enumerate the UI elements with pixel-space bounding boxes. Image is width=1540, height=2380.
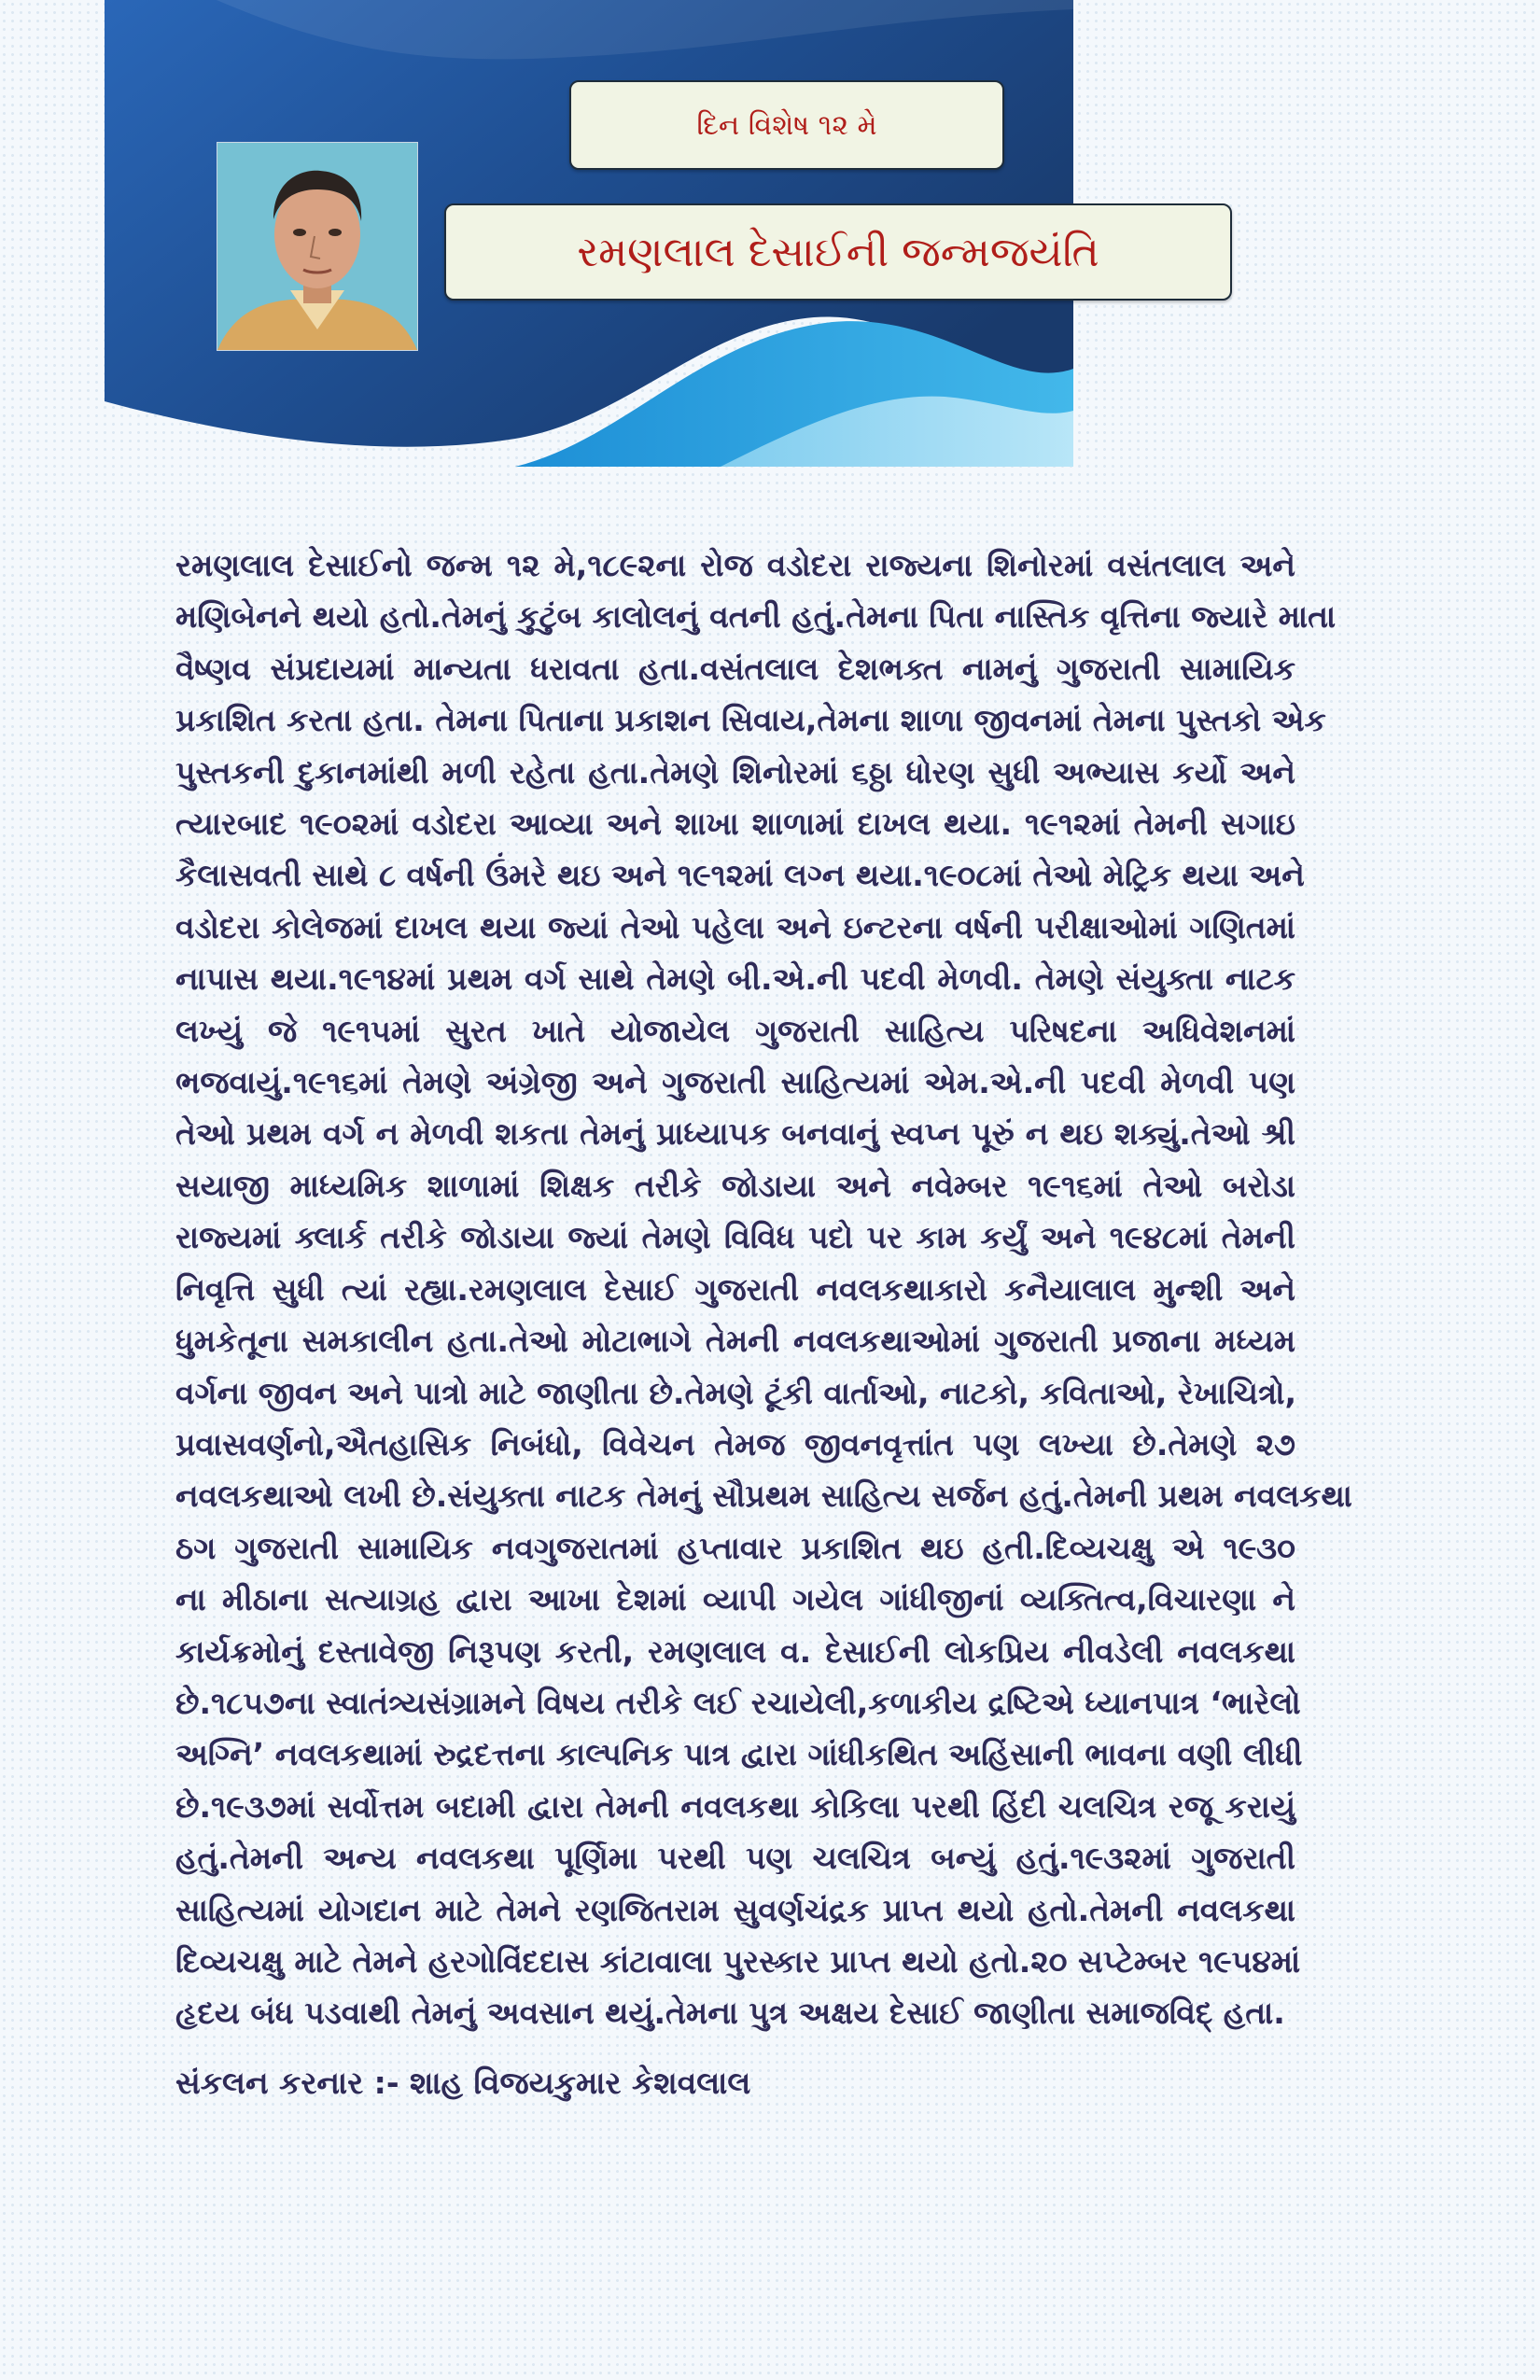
date-banner xyxy=(569,80,1004,170)
article-line: મણિબેનને થયો હતો.તેમનું કુટુંબ કાલોલનું વતની હતું.તેમના પિતા નાસ્તિક વૃત્તિના જ્યારે માતા xyxy=(175,598,1337,636)
date-banner-text: દિન વિશેષ ૧૨ મે xyxy=(696,108,877,142)
article-line: છે.૧૯૩૭માં સર્વોત્તમ બદામી દ્વારા તેમની નવલકથા કોકિલા પરથી હિંદી ચલચિત્ર રજૂ કરાયું xyxy=(175,1787,1295,1825)
article-body xyxy=(175,539,1352,2039)
article-line: ત્યારબાદ ૧૯૦૨માં વડોદરા આવ્યા અને શાખા શાળામાં દાખલ થયા. ૧૯૧૨માં તેમની સગાઇ xyxy=(175,805,1295,843)
portrait-icon xyxy=(217,143,417,350)
article-line: સયાજી માધ્યમિક શાળામાં શિક્ષક તરીકે જોડાયા અને નવેમ્બર ૧૯૧૬માં તેઓ બરોડા xyxy=(175,1167,1295,1204)
compiler-credit: સંકલન કરનાર :- શાહ વિજયકુમાર કેશવલાલ xyxy=(175,2065,751,2101)
article-line: દિવ્યચક્ષુ માટે તેમને હરગોવિંદદાસ કાંટાવાલા પુરસ્કાર પ્રાપ્ત થયો હતો.૨૦ સપ્ટેમ્બર ૧૯૫૪માં xyxy=(175,1942,1301,1980)
article-line: કૈલાસવતી સાથે ૮ વર્ષની ઉંમરે થઇ અને ૧૯૧૨માં લગ્ન થયા.૧૯૦૮માં તેઓ મેટ્રિક થયા અને xyxy=(175,857,1305,894)
article-line: નાપાસ થયા.૧૯૧૪માં પ્રથમ વર્ગ સાથે તેમણે બી.એ.ની પદવી મેળવી. તેમણે સંયુક્તા નાટક xyxy=(175,960,1295,998)
article-line: વર્ગના જીવન અને પાત્રો માટે જાણીતા છે.તેમણે ટૂંકી વાર્તાઓ, નાટકો, કવિતાઓ, રેખાચિત્રો, xyxy=(175,1374,1297,1411)
header-banner xyxy=(105,0,1099,467)
article-line: રમણલાલ દેસાઈનો જન્મ ૧૨ મે,૧૮૯૨ના રોજ વડોદરા રાજ્યના શિનોરમાં વસંતલાલ અને xyxy=(175,547,1295,583)
article-line: વૈષ્ણવ સંપ્રદાયમાં માન્યતા ધરાવતા હતા.વસંતલાલ દેશભક્ત નામનું ગુજરાતી સામાયિક xyxy=(175,650,1295,687)
article-line: નવલકથાઓ લખી છે.સંયુક્તા નાટક તેમનું સૌપ્રથમ સાહિત્ય સર્જન હતું.તેમની પ્રથમ નવલકથા xyxy=(175,1477,1352,1515)
article-line: પ્રકાશિત કરતા હતા. તેમના પિતાના પ્રકાશન સિવાય,તેમના શાળા જીવનમાં તેમના પુસ્તકો એક xyxy=(175,702,1326,739)
portrait-photo xyxy=(217,142,418,351)
article-line: કાર્યક્રમોનું દસ્તાવેજી નિરૂપણ કરતી, રમણલાલ વ. દેસાઈની લોકપ્રિય નીવડેલી નવલકથા xyxy=(175,1632,1295,1670)
article-line: છે.૧૮૫૭ના સ્વાતંત્ર્યસંગ્રામને વિષય તરીકે લઈ રચાયેલી,કળાકીય દ્રષ્ટિએ ધ્યાનપાત્ર ‘ભારેલો xyxy=(175,1684,1301,1721)
article-line: રાજ્યમાં ક્લાર્ક તરીકે જોડાયા જ્યાં તેમણે વિવિધ પદો પર કામ કર્યું અને ૧૯૪૮માં તેમની xyxy=(175,1219,1295,1256)
article-line: ઠગ ગુજરાતી સામાયિક નવગુજરાતમાં હપ્તાવાર પ્રકાશિત થઇ હતી.દિવ્યચક્ષુ એ ૧૯૩૦ xyxy=(175,1529,1295,1566)
article-line: ધુમકેતૂના સમકાલીન હતા.તેઓ મોટાભાગે તેમની નવલકથાઓમાં ગુજરાતી પ્રજાના મધ્યમ xyxy=(175,1323,1295,1360)
article-line: તેઓ પ્રથમ વર્ગ ન મેળવી શકતા તેમનું પ્રાધ્યાપક બનવાનું સ્વપ્ન પૂરું ન થઇ શક્યું.તેઓ શ્રી xyxy=(175,1115,1295,1153)
article-line: ના મીઠાના સત્યાગ્રહ દ્વારા આખા દેશમાં વ્યાપી ગયેલ ગાંધીજીનાં વ્યક્તિત્વ,વિચારણા ને xyxy=(175,1581,1295,1618)
article-line: સાહિત્યમાં યોગદાન માટે તેમને રણજિતરામ સુવર્ણચંદ્રક પ્રાપ્ત થયો હતો.તેમની નવલકથા xyxy=(175,1891,1295,1928)
article-line: હૃદય બંધ પડવાથી તેમનું અવસાન થયું.તેમના પુત્ર અક્ષય દેસાઈ જાણીતા સમાજવિદ્ હતા. xyxy=(175,1995,1285,2032)
article-line: લખ્યું જે ૧૯૧૫માં સુરત ખાતે યોજાયેલ ગુજરાતી સાહિત્ય પરિષદના અધિવેશનમાં xyxy=(175,1012,1295,1049)
article-line: પુસ્તકની દુકાનમાંથી મળી રહેતા હતા.તેમણે શિનોરમાં ૬ઠ્ઠા ધોરણ સુધી અભ્યાસ કર્યો અને xyxy=(175,753,1295,791)
article-line: હતું.તેમની અન્ય નવલકથા પૂર્ણિમા પરથી પણ ચલચિત્ર બન્યું હતું.૧૯૩૨માં ગુજરાતી xyxy=(175,1840,1295,1877)
article-line: ભજવાયું.૧૯૧૬માં તેમણે અંગ્રેજી અને ગુજરાતી સાહિત્યમાં એમ.એ.ની પદવી મેળવી પણ xyxy=(175,1064,1295,1101)
article-line: અગ્નિ’ નવલકથામાં રુદ્રદત્તના કાલ્પનિક પાત્ર દ્વારા ગાંધીકથિત અહિંસાની ભાવના વણી લીધી xyxy=(175,1736,1303,1773)
title-banner-text: રમણલાલ દેસાઈની જન્મજયંતિ xyxy=(577,228,1099,276)
article-line: પ્રવાસવર્ણનો,ઐતહાસિક નિબંધો, વિવેચન તેમજ જીવનવૃત્તાંત પણ લખ્યા છે.તેમણે ૨૭ xyxy=(175,1425,1295,1463)
title-banner xyxy=(444,203,1232,301)
article-line: નિવૃત્તિ સુધી ત્યાં રહ્યા.રમણલાલ દેસાઈ ગુજરાતી નવલકથાકારો કનૈયાલાલ મુન્શી અને xyxy=(175,1270,1295,1308)
article-line: વડોદરા કોલેજમાં દાખલ થયા જ્યાં તેઓ પહેલા અને ઇન્ટરના વર્ષની પરીક્ષાઓમાં ગણિતમાં xyxy=(175,908,1295,945)
